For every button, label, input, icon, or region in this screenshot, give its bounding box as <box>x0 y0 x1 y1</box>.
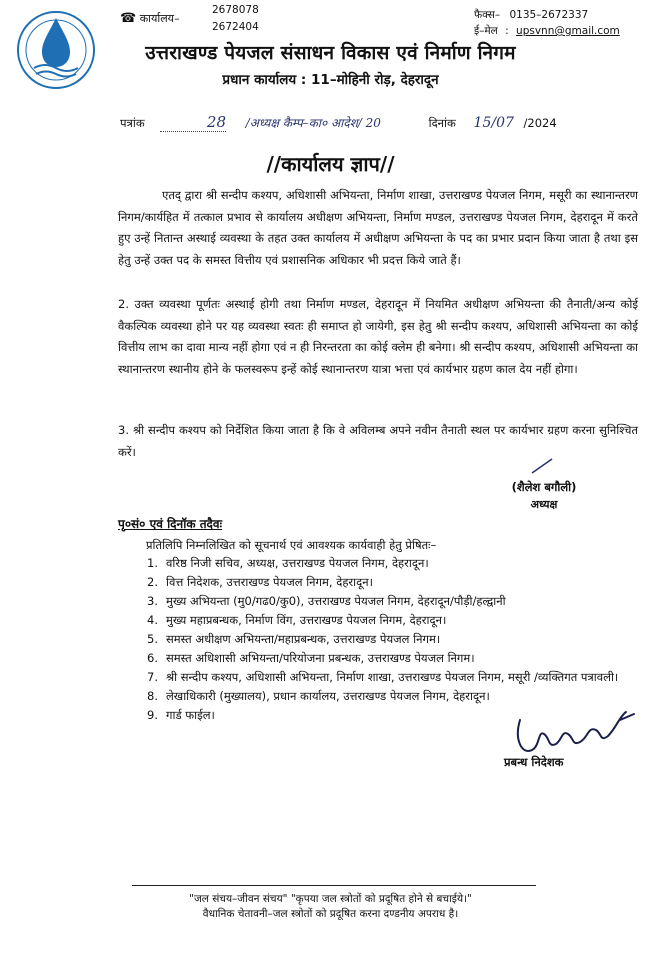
copy-heading: पृ०सं० एवं दिनॉक तदैवः <box>118 517 223 531</box>
phone-number-2: 2672404 <box>212 21 259 33</box>
reference-row <box>120 113 640 132</box>
list-item: 2. वित्त निदेशक, उत्तराखण्ड पेयजल निगम, देहरादून। <box>147 575 373 589</box>
paragraph-1: एतद् द्वारा श्री सन्दीप कश्यप, अधिशासी अभियन्ता, निर्माण शाखा, उत्तराखण्ड पेयजल निगम, मसूरी का स्थानान्तरण निगम/कार्यहित में तत्काल प्रभाव से कार्यालय अधीक्षण अभियन्ता, निर्माण मण्डल, उत्तराखण्ड पेयजल निगम, देहरादून में करते हुए उन्हें नितान्त अस्थाई व्यवस्था के तहत उक्त कार्यालय में अधीक्षण अभियन्ता के पद का प्रभार प्रदान किया जाता है तथा इस हेतु उन्हें उक्त पद के समस्त वित्तीय एवं प्रशासनिक अधिकार भी प्रदत्त किये जाते हैं। <box>118 188 638 267</box>
footer-warning: वैधानिक चेतावनी–जल स्त्रोतों को प्रदूषित करना दण्डनीय अपराध है। <box>202 908 459 920</box>
fax-label: फैक्स– <box>474 9 501 21</box>
fax-line <box>474 7 620 23</box>
list-item: 3. मुख्य अभियन्ता (मु0/गढ0/कु0), उत्तराखण्ड पेयजल निगम, देहरादून/पौड़ी/हल्द्वानी <box>147 594 506 608</box>
paragraph-3: 3. श्री सन्दीप कश्यप को निर्देशित किया जाता है कि वे अविलम्ब अपने नवीन तैनाती स्थल पर कार्यभार ग्रहण करना सुनिश्चित करें। <box>118 423 638 459</box>
list-item: 6. समस्त अधिशासी अभियन्ता/परियोजना प्रबन्धक, उत्तराखण्ड पेयजल निगम। <box>147 651 475 665</box>
email-value[interactable]: upsvnn@gmail.com <box>516 25 620 37</box>
date-value: 15/07 <box>473 115 514 131</box>
footer-slogan: "जल संचय–जीवन संचय" "कृपया जल स्त्रोतों को प्रदूषित होने से बचाईये।" <box>189 893 472 905</box>
reference-subject: /अध्यक्ष कैम्प–का० आदेश/ 20 <box>245 116 381 130</box>
document-title: //कार्यालय ज्ञाप// <box>266 152 395 176</box>
date-year: /2024 <box>523 116 557 130</box>
contact-block <box>474 7 620 39</box>
list-item: 9. गार्ड फाईल। <box>147 708 215 722</box>
phone-number-1: 2678078 <box>212 4 259 16</box>
list-item: 4. मुख्य महाप्रबन्धक, निर्माण विंग, उत्तराखण्ड पेयजल निगम, देहरादून। <box>147 613 447 627</box>
signatory1-name: (शैलेश बगौली) <box>511 480 577 494</box>
signatory1-designation: अध्यक्ष <box>530 498 558 511</box>
list-item: 1. वरिष्ठ निजी सचिव, अध्यक्ष, उत्तराखण्ड पेयजल निगम, देहरादून। <box>147 556 429 570</box>
office-address: प्रधान कार्यालय : 11–मोहिनी रोड़, देहरादून <box>222 72 439 88</box>
paragraph-2: 2. उक्त व्यवस्था पूर्णतः अस्थाई होगी तथा निर्माण मण्डल, देहरादून में नियमित अधीक्षण अभियन्ता की तैनाती/अन्य कोई वैकल्पिक व्यवस्था होने पर यह व्यवस्था स्वतः ही समाप्त हो जायेगी, इस हेतु श्री सन्दीप कश्यप, अधिशासी अभियन्ता का कोई वित्तीय लाभ का दावा मान्य नहीं होगा एवं न ही निरन्तरता का कोई क्लेम ही बनेगा। श्री सन्दीप कश्यप, अधिशासी अभियन्ता का स्थानान्तरण स्थानीय होने के फलस्वरूप इन्हें कोई स्थानान्तरण यात्रा भत्ता एवं कार्यभार ग्रहण काल देय नहीं होगा। <box>118 297 638 376</box>
list-item: 5. समस्त अधीक्षण अभियन्ता/महाप्रबन्धक, उत्तराखण्ड पेयजल निगम। <box>147 632 441 646</box>
email-line: ई–मेल : upsvnn@gmail.com <box>474 25 620 37</box>
signatory2-designation: प्रबन्ध निदेशक <box>504 755 564 769</box>
list-item: 7. श्री सन्दीप कश्यप, अधिशासी अभियन्ता, निर्माण शाखा, उत्तराखण्ड पेयजल निगम, मसूरी /व्यक्तिगत पत्रावली। <box>147 670 619 684</box>
reference-label: पत्रांक <box>120 116 145 130</box>
signatory1-block <box>496 480 592 512</box>
org-name: उत्तराखण्ड पेयजल संसाधन विकास एवं निर्माण निगम <box>145 42 516 64</box>
fax-value: 0135–2672337 <box>509 9 589 21</box>
signature-tick <box>528 455 558 477</box>
list-item: 8. लेखाधिकारी (मुख्यालय), प्रधान कार्यालय, उत्तराखण्ड पेयजल निगम, देहरादून। <box>147 689 490 703</box>
date-label: दिनांक <box>428 116 456 130</box>
handwritten-signature <box>510 700 640 760</box>
telephone-icon: ☎ <box>120 11 137 26</box>
office-phone <box>120 11 180 26</box>
copy-intro: प्रतिलिपि निम्नलिखित को सूचनार्थ एवं आवश्यक कार्यवाही हेतु प्रेषितः– <box>146 538 437 552</box>
footer-divider <box>132 885 536 886</box>
email-label: ई–मेल <box>474 25 498 37</box>
phone-label: कार्यालय– <box>139 12 180 25</box>
reference-number: 28 <box>206 113 227 131</box>
